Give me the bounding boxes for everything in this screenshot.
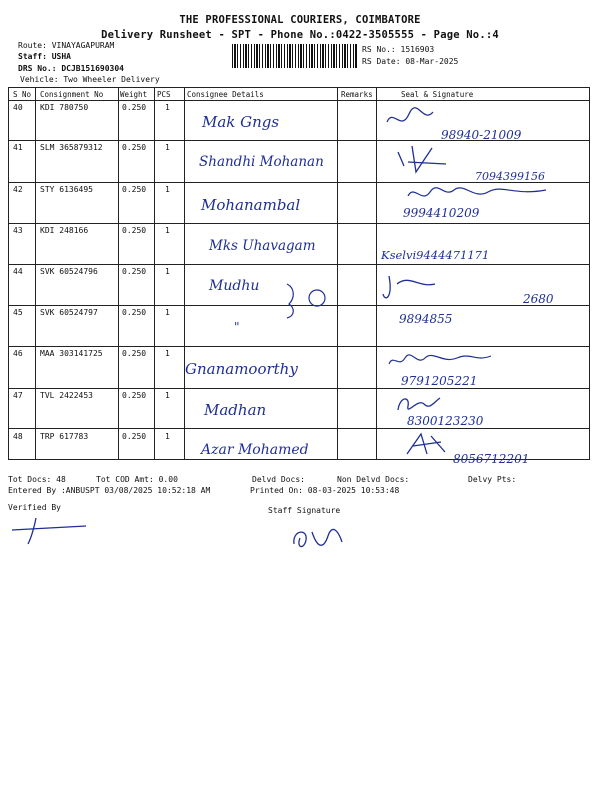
delivery-points: Delvy Pts: [468, 475, 517, 484]
row-weight: 0.250 [122, 432, 147, 441]
row-consignment: SVK 60524797 [40, 308, 98, 317]
row-pcs: 1 [165, 185, 170, 194]
row-sno: 45 [13, 308, 23, 317]
handwritten-consignee: Mks Uhavagam [209, 238, 316, 254]
header-remarks: Remarks [341, 90, 373, 99]
row-consignment: KDI 248166 [40, 226, 89, 235]
scribble-mark [281, 278, 331, 322]
header-sno: S No [13, 90, 32, 99]
handwritten-consignee: Gnanamoorthy [185, 360, 298, 378]
non-delivered-docs: Non Delvd Docs: [337, 475, 410, 484]
signature-scribble [379, 102, 469, 138]
handwritten-phone: 9894855 [399, 312, 453, 326]
row-consignment: SLM 365879312 [40, 143, 103, 152]
row-pcs: 1 [165, 349, 170, 358]
handwritten-consignee: Mudhu [209, 278, 260, 294]
handwritten-phone: 8300123230 [407, 414, 484, 428]
verified-by-label: Verified By [8, 503, 61, 512]
row-consignment: STY 6136495 [40, 185, 93, 194]
row-pcs: 1 [165, 267, 170, 276]
row-pcs: 1 [165, 432, 170, 441]
handwritten-phone: 9994410209 [403, 206, 480, 220]
row-sno: 48 [13, 432, 23, 441]
row-sno: 47 [13, 391, 23, 400]
row-consignment: MAA 303141725 [40, 349, 103, 358]
rs-date: RS Date: 08-Mar-2025 [362, 57, 459, 66]
handwritten-consignee: Shandhi Mohanan [199, 154, 324, 170]
row-weight: 0.250 [122, 349, 147, 358]
route-label: Route: VINAYAGAPURAM [18, 41, 115, 50]
signature-scribble [404, 182, 554, 206]
row-sno: 41 [13, 143, 23, 152]
row-sno: 40 [13, 103, 23, 112]
row-weight: 0.250 [122, 143, 147, 152]
drs-number: DRS No.: DCJB151690304 [18, 64, 124, 73]
vehicle-label: Vehicle: Two Wheeler Delivery [20, 75, 160, 84]
handwritten-phone: 9791205221 [401, 374, 478, 388]
printed-on: Printed On: 08-03-2025 10:53:48 [250, 486, 400, 495]
handwritten-phone: 2680 [523, 292, 554, 306]
total-docs: Tot Docs: 48 [8, 475, 66, 484]
row-pcs: 1 [165, 391, 170, 400]
document-subtitle: Delivery Runsheet - SPT - Phone No.:0422-3505555 - Page No.:4 [101, 29, 499, 41]
row-consignment: KDI 780750 [40, 103, 89, 112]
staff-signature-mark [288, 524, 348, 554]
rs-number: RS No.: 1516903 [362, 45, 435, 54]
row-sno: 42 [13, 185, 23, 194]
header-weight: Weight [120, 90, 148, 99]
handwritten-consignee: Madhan [204, 401, 267, 419]
row-consignment: TVL 2422453 [40, 391, 93, 400]
document-title: THE PROFESSIONAL COURIERS, COIMBATORE [179, 14, 421, 26]
row-weight: 0.250 [122, 391, 147, 400]
entered-by: Entered By :ANBUSPT 03/08/2025 10:52:18 AM [8, 486, 211, 495]
row-consignment: TRP 617783 [40, 432, 89, 441]
row-pcs: 1 [165, 226, 170, 235]
row-pcs: 1 [165, 103, 170, 112]
row-weight: 0.250 [122, 267, 147, 276]
row-weight: 0.250 [122, 308, 147, 317]
header-consignee: Consignee Details [187, 90, 264, 99]
handwritten-consignee: Azar Mohamed [201, 442, 309, 458]
barcode-image [232, 44, 358, 68]
handwritten-consignee: Mak Gngs [202, 113, 280, 131]
signature-scribble [379, 268, 449, 308]
row-weight: 0.250 [122, 185, 147, 194]
row-weight: 0.250 [122, 226, 147, 235]
row-sno: 44 [13, 267, 23, 276]
row-sno: 43 [13, 226, 23, 235]
total-cod-amount: Tot COD Amt: 0.00 [96, 475, 178, 484]
handwritten-phone: Kselvi9444471171 [381, 248, 490, 262]
signature-scribble [394, 142, 484, 182]
handwritten-consignee: " [234, 320, 240, 334]
verifier-signature [10, 516, 90, 546]
handwritten-consignee: Mohanambal [201, 196, 301, 214]
signature-scribble [394, 392, 444, 416]
header-consignment: Consignment No [40, 90, 104, 99]
row-pcs: 1 [165, 143, 170, 152]
row-pcs: 1 [165, 308, 170, 317]
row-weight: 0.250 [122, 103, 147, 112]
handwritten-phone: 98940-21009 [441, 128, 522, 142]
staff-label: Staff: USHA [18, 52, 71, 61]
handwritten-phone: 8056712201 [453, 452, 530, 466]
handwritten-phone: 7094399156 [475, 170, 545, 183]
delivery-table [8, 87, 590, 466]
row-consignment: SVK 60524796 [40, 267, 98, 276]
header-seal: Seal & Signature [401, 90, 474, 99]
signature-scribble [385, 350, 505, 372]
signature-scribble [401, 428, 461, 460]
header-pcs: PCS [157, 90, 171, 99]
delivered-docs: Delvd Docs: [252, 475, 305, 484]
row-sno: 46 [13, 349, 23, 358]
staff-signature-label: Staff Signature [268, 506, 341, 515]
